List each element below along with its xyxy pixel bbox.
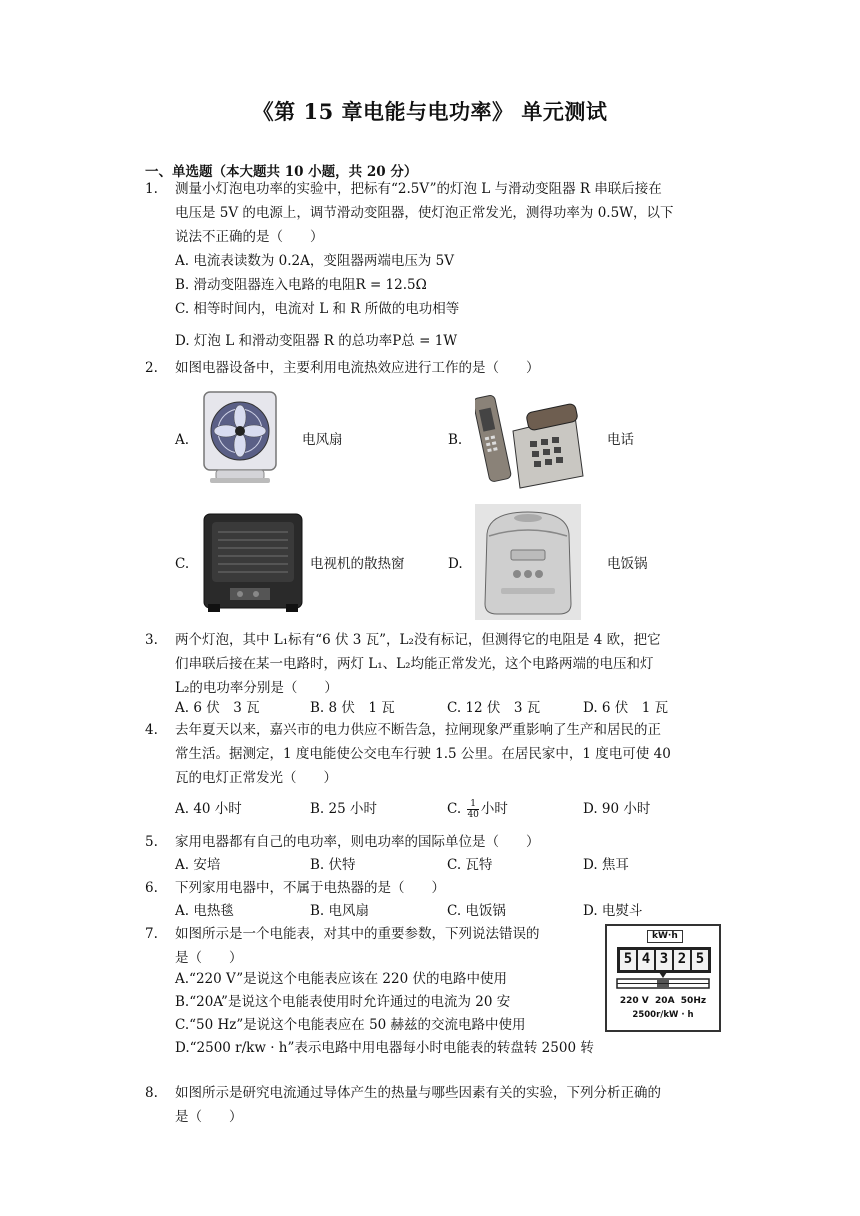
option-b: B. 滑动变阻器连入电路的电阻R = 12.5Ω: [175, 277, 427, 293]
question-stem: [175, 1081, 725, 1129]
page-title: 《第 15 章电能与电功率》 单元测试: [252, 99, 608, 124]
meter-digit-window: [617, 947, 711, 973]
question-stem: 下列家用电器中，不属于电热器的是（ ）: [175, 880, 445, 896]
stem-line: 去年夏天以来，嘉兴市的电力供应不断告急，拉闸现象严重影响了生产和居民的正: [175, 722, 661, 738]
stem-line: 瓦的电灯正常发光（ ）: [175, 770, 337, 786]
stem-line: 两个灯泡，其中 L₁标有“6 伏 3 瓦”，L₂没有标记，但测得它的电阻是 4 欧，把它: [175, 632, 661, 648]
question-stem: [175, 922, 665, 970]
q6-option-d: D. 电熨斗: [583, 903, 643, 919]
meter-digit: 5: [692, 950, 708, 970]
question-3: [145, 628, 725, 700]
telephone-image: [475, 386, 587, 491]
electric-fan-image: [200, 388, 280, 486]
electric-meter-figure: [605, 924, 721, 1032]
meter-digit: 5: [620, 950, 636, 970]
meter-revolutions: 2500r/kW · h: [632, 1010, 694, 1020]
q4-option-a: A. 40 小时: [175, 801, 242, 817]
q4-option-b: B. 25 小时: [310, 801, 377, 817]
q6-option-c: C. 电饭锅: [447, 903, 506, 919]
option-a-letter: A.: [175, 432, 190, 448]
option-d-letter: D.: [448, 556, 463, 572]
q5-option-c: C. 瓦特: [447, 857, 493, 873]
question-8: [145, 1081, 725, 1129]
meter-unit: kW·h: [647, 930, 683, 943]
fraction: [467, 799, 478, 820]
meter-digit: 2: [674, 950, 690, 970]
option-c: C. 相等时间内，电流对 L 和 R 所做的电功相等: [175, 301, 460, 317]
option-letter: C.: [447, 801, 462, 817]
question-number: 2.: [145, 360, 158, 376]
stem-line: 电压是 5V 的电源上，调节滑动变阻器，使灯泡正常发光，测得功率为 0.5W，以下: [175, 205, 674, 221]
q3-option-d: D. 6 伏 1 瓦: [583, 700, 669, 716]
q7-option-c: C.“50 Hz”是说这个电能表应在 50 赫兹的交流电路中使用: [175, 1017, 526, 1033]
q5-option-a: A. 安培: [175, 857, 221, 873]
q3-option-b: B. 8 伏 1 瓦: [310, 700, 395, 716]
stem-line: 测量小灯泡电功率的实验中，把标有“2.5V”的灯泡 L 与滑动变阻器 R 串联后接在: [175, 181, 662, 197]
question-number: 8.: [145, 1085, 158, 1101]
stem-line: 是（ ）: [175, 1109, 243, 1125]
q7-option-a: A.“220 V”是说这个电能表应该在 220 伏的电路中使用: [175, 971, 507, 987]
stem-line: 如图所示是一个电能表，对其中的重要参数，下列说法错误的: [175, 926, 540, 942]
fraction-denominator: 40: [467, 810, 479, 820]
question-number: 4.: [145, 722, 158, 738]
stem-line: 如图所示是研究电流通过导体产生的热量与哪些因素有关的实验，下列分析正确的: [175, 1085, 661, 1101]
q3-option-c: C. 12 伏 3 瓦: [447, 700, 541, 716]
question-number: 5.: [145, 834, 158, 850]
fraction-numerator: 1: [467, 799, 478, 810]
question-number: 1.: [145, 181, 158, 197]
q5-option-b: B. 伏特: [310, 857, 356, 873]
q7-option-b: B.“20A”是说这个电能表使用时允许通过的电流为 20 安: [175, 994, 511, 1010]
q5-option-d: D. 焦耳: [583, 857, 629, 873]
meter-digit: 3: [656, 950, 672, 970]
option-unit: 小时: [480, 801, 508, 817]
meter-spec: 220 V 20A 50Hz: [619, 996, 707, 1006]
question-number: 6.: [145, 880, 158, 896]
option-b-label: 电话: [607, 432, 634, 448]
option-a: A. 电流表读数为 0.2A，变阻器两端电压为 5V: [175, 253, 454, 269]
meter-dial-bar: [613, 972, 713, 994]
question-stem: [175, 177, 725, 353]
q3-option-a: A. 6 伏 3 瓦: [175, 700, 260, 716]
question-1: [145, 177, 725, 353]
stem-line: 常生活。据测定，1 度电能使公交电车行驶 1.5 公里。在居民家中，1 度电可使 40: [175, 746, 671, 762]
question-stem: [175, 718, 725, 790]
question-6: [145, 876, 725, 900]
question-2: [145, 356, 725, 626]
option-d-label: 电饭锅: [607, 556, 648, 572]
option-c-letter: C.: [175, 556, 190, 572]
question-stem: 如图电器设备中，主要利用电流热效应进行工作的是（ ）: [175, 360, 540, 376]
option-a-label: 电风扇: [302, 432, 343, 448]
question-number: 3.: [145, 632, 158, 648]
question-number: 7.: [145, 926, 158, 942]
question-4: [145, 718, 725, 790]
stem-line: 说法不正确的是（ ）: [175, 229, 324, 245]
stem-line: 是（ ）: [175, 950, 243, 966]
stem-line: L₂的电功率分别是（ ）: [175, 680, 338, 696]
rice-cooker-image: [475, 504, 581, 620]
q4-option-d: D. 90 小时: [583, 801, 651, 817]
option-b-letter: B.: [448, 432, 463, 448]
q4-option-c: [447, 797, 508, 821]
section-heading: 一、单选题（本大题共 10 小题，共 20 分）: [145, 164, 418, 180]
question-stem: [175, 628, 725, 700]
q6-option-b: B. 电风扇: [310, 903, 370, 919]
q6-option-a: A. 电热毯: [175, 903, 234, 919]
question-7: [145, 922, 665, 970]
question-5: [145, 830, 725, 854]
stem-line: 们串联后接在某一电路时，两灯 L₁、L₂均能正常发光，这个电路两端的电压和灯: [175, 656, 654, 672]
option-d: D. 灯泡 L 和滑动变阻器 R 的总功率P总 = 1W: [175, 333, 458, 349]
option-c-label: 电视机的散热窗: [310, 556, 405, 572]
meter-digit: 4: [638, 950, 654, 970]
q7-option-d: D.“2500 r/kw · h”表示电路中用电器每小时电能表的转盘转 2500 转: [175, 1040, 594, 1056]
question-stem: 家用电器都有自己的电功率，则电功率的国际单位是（ ）: [175, 834, 540, 850]
television-vents-image: [200, 508, 308, 616]
